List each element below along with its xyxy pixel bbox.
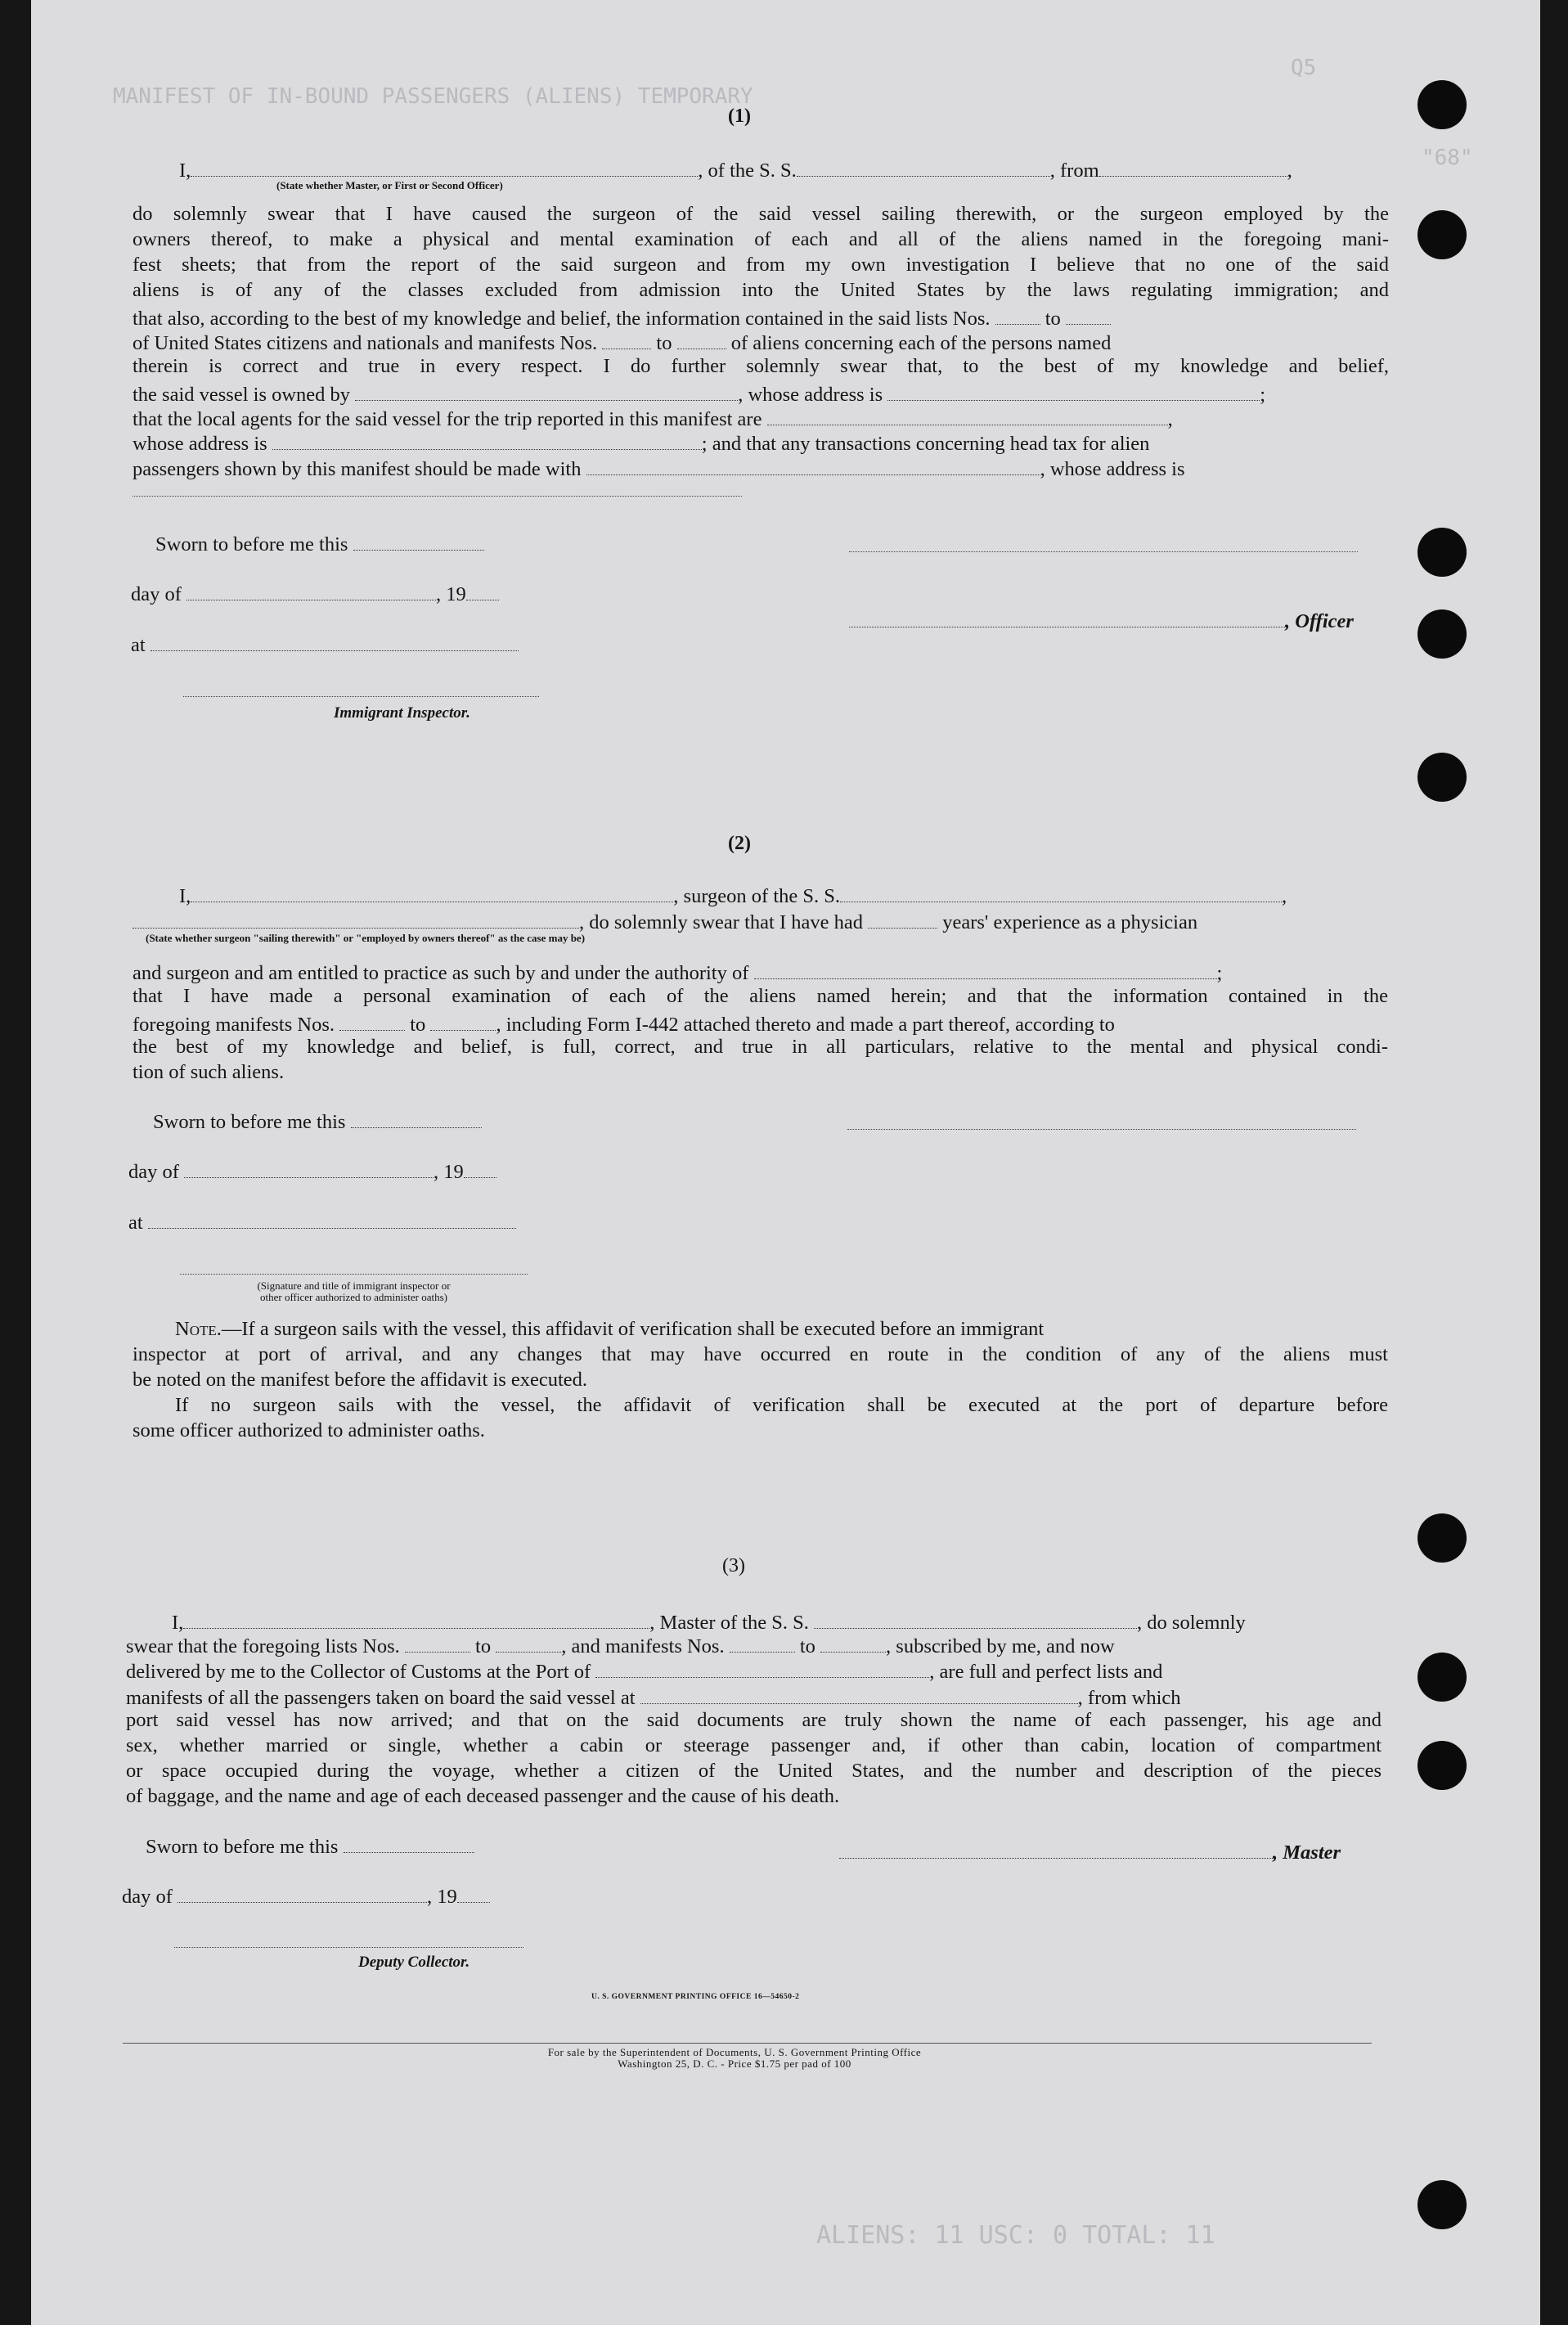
sec2-day-month-field[interactable]	[184, 1159, 434, 1178]
sec2-note-label: Note.	[175, 1318, 222, 1340]
sec2-note-text-1: —If a surgeon sails with the vessel, this affidavit of verification shall be executed before an immigrant	[221, 1318, 1045, 1340]
sec1-officer-caption: , Officer	[1285, 610, 1354, 633]
sec1-sworn	[155, 532, 484, 555]
sec1-owner-address-field[interactable]	[887, 382, 1260, 401]
sec1-from-label: , from	[1049, 160, 1099, 182]
sec2-manifests-from-field[interactable]	[339, 1012, 405, 1031]
binder-hole-2	[1417, 210, 1467, 259]
sec1-p9	[133, 407, 1173, 430]
sec3-manifests-label: , and manifests Nos.	[561, 1635, 725, 1658]
sec3-master-signature-field[interactable]	[839, 1840, 1273, 1859]
sec1-line-officer	[179, 158, 1292, 182]
sec2-manifests-to-field[interactable]	[430, 1012, 496, 1031]
sec3-year-label: , 19	[427, 1886, 457, 1909]
sec2-note-line4: If no surgeon sails with the vessel, the affidavit of verification shall be executed at the port of departure before	[175, 1394, 1388, 1416]
sec2-swear-label: , do solemnly swear that I have had	[579, 911, 863, 934]
sec3-collector-caption: Deputy Collector.	[358, 1954, 470, 1971]
sec1-agents-address-field[interactable]	[272, 431, 702, 450]
sec1-p9-end: ,	[1167, 408, 1173, 431]
sec1-p8-end: ;	[1260, 384, 1266, 407]
sec1-p8	[133, 382, 1265, 406]
sec1-p6-text: of United States citizens and nationals and manifests Nos.	[133, 332, 598, 355]
sec2-status-note: (State whether surgeon "sailing therewith" or "employed by owners thereof" as the case may be)	[146, 932, 586, 944]
sec1-p6-to: to	[656, 332, 672, 355]
sec3-line6: sex, whether married or single, whether a cabin or steerage passenger and, if other than cabin, location of compartment	[126, 1734, 1382, 1756]
sec2-note-line2: inspector at port of arrival, and any changes that may have occurred en route in the condition of any of the aliens must	[133, 1343, 1388, 1365]
sec2-day	[128, 1159, 496, 1183]
sec2-inspector-signature-field[interactable]	[180, 1274, 528, 1275]
sec2-sig-note-1: (Signature and title of immigrant inspector or	[257, 1279, 451, 1292]
sec3-master-of-label: , Master of the S. S.	[649, 1612, 809, 1635]
sec2-day-label: day of	[128, 1161, 179, 1184]
sec2-note-line5: some officer authorized to administer oaths.	[133, 1419, 485, 1441]
sec2-years-label: years' experience as a physician	[942, 911, 1198, 934]
sec3-line2	[126, 1634, 1115, 1657]
sec2-year-label: , 19	[434, 1161, 464, 1184]
sec2-form-text: , including Form I-442 attached thereto and made a part thereof, according to	[496, 1014, 1115, 1037]
sec3-line3	[126, 1659, 1162, 1683]
sec2-authority-label: and surgeon and am entitled to practice as such by and under the authority of	[133, 962, 749, 985]
sec1-i-label: I,	[179, 160, 191, 182]
sec3-sworn-label: Sworn to before me this	[146, 1836, 339, 1859]
sec1-headtax-address-label: , whose address is	[1040, 458, 1185, 481]
gpo-imprint: U. S. GOVERNMENT PRINTING OFFICE 16—54650-2	[591, 1993, 800, 2001]
sale-notice-1: For sale by the Superintendent of Documents, U. S. Government Printing Office	[547, 2046, 922, 2058]
sec2-line6: the best of my knowledge and belief, is full, correct, and true in all particulars, relative to the mental and physical condi-	[133, 1036, 1388, 1058]
sec3-port-label: delivered by me to the Collector of Customs at the Port of	[126, 1661, 591, 1684]
sec2-surgeon-signature-field[interactable]	[847, 1129, 1356, 1130]
sec1-p2: owners thereof, to make a physical and mental examination of each and all of the aliens named in the foregoing mani-	[133, 228, 1389, 250]
sec2-authority-field[interactable]	[754, 960, 1217, 979]
sec3-master-sig	[839, 1840, 1341, 1864]
sec1-p11	[133, 456, 1185, 480]
sec2-surgeon-of-label: , surgeon of the S. S.	[673, 885, 841, 908]
sec2-i-label: I,	[179, 885, 191, 908]
sec3-from-which-label: , from which	[1077, 1687, 1181, 1710]
sec1-sworn-label: Sworn to before me this	[155, 533, 348, 556]
sec3-day-label: day of	[122, 1886, 173, 1909]
sec3-sworn-date-field[interactable]	[344, 1834, 474, 1853]
sec1-line-end: ,	[1287, 160, 1292, 182]
sec3-lists-to-field[interactable]	[496, 1634, 561, 1653]
sec3-i-label: I,	[172, 1612, 184, 1635]
sec3-lists-to-label: to	[475, 1635, 492, 1658]
sec1-p6	[133, 331, 1111, 354]
sec1-year-label: , 19	[436, 583, 466, 606]
binder-hole-9	[1417, 2180, 1467, 2229]
binder-hole-1	[1417, 80, 1467, 129]
sec1-year-field[interactable]	[466, 582, 499, 600]
bleed-through-corner: Q5	[1291, 56, 1317, 80]
sec2-manifests-label: foregoing manifests Nos.	[133, 1014, 335, 1037]
sec1-p10-text: ; and that any transactions concerning head tax for alien	[701, 433, 1150, 456]
manifest-reverse-page	[31, 0, 1540, 2325]
bleed-through-totals: ALIENS: 11 USC: 0 TOTAL: 11	[816, 2221, 1215, 2250]
binder-hole-8	[1417, 1741, 1467, 1790]
sec1-vessel-name-field[interactable]	[797, 158, 1050, 177]
sec1-p4: aliens is of any of the classes excluded from admission into the United States by the laws regulating immigration; and	[133, 279, 1389, 301]
sec2-note-line3: be noted on the manifest before the affidavit is executed.	[133, 1369, 588, 1391]
sec3-line8: of baggage, and the name and age of each deceased passenger and the cause of his death.	[126, 1785, 840, 1807]
sec3-lists-from-field[interactable]	[405, 1634, 470, 1653]
binder-hole-5	[1417, 753, 1467, 802]
sec1-p5	[133, 306, 1111, 330]
sec1-owned-by-label: the said vessel is owned by	[133, 384, 351, 407]
sec1-p3: fest sheets; that from the report of the said surgeon and from my own investigation I believe that no one of the said	[133, 254, 1389, 276]
sec1-officer-note: (State whether Master, or First or Second Officer)	[276, 179, 503, 191]
sec1-agents-field[interactable]	[767, 407, 1168, 425]
sec3-line4	[126, 1685, 1181, 1709]
sec1-lists-to-field[interactable]	[1066, 306, 1111, 325]
sec1-officer-sig	[849, 609, 1354, 632]
sec3-vessel-name-field[interactable]	[814, 1610, 1137, 1629]
sec1-officer-signature-field[interactable]	[849, 609, 1285, 627]
sec1-p1: do solemnly swear that I have caused the surgeon of the said vessel sailing therewith, or the surgeon employed by the	[133, 203, 1389, 225]
footer-rule	[123, 2043, 1372, 2044]
section-1-number: (1)	[728, 106, 751, 127]
sec3-departure-port-field[interactable]	[640, 1685, 1078, 1704]
sec2-sworn-date-field[interactable]	[351, 1109, 482, 1128]
sec1-agents-address-label: whose address is	[133, 433, 267, 456]
sec2-sworn-label: Sworn to before me this	[153, 1111, 346, 1134]
sec3-line1	[172, 1610, 1246, 1634]
sec3-manifests-to-label: to	[799, 1635, 815, 1658]
sec1-headtax-label: passengers shown by this manifest should be made with	[133, 458, 582, 481]
sec1-officer-signature-line-1[interactable]	[849, 551, 1358, 552]
sec1-owner-address-label: , whose address is	[738, 384, 883, 407]
sec3-day-month-field[interactable]	[177, 1884, 427, 1903]
sec1-inspector-caption: Immigrant Inspector.	[334, 704, 470, 722]
sec2-sig-note-2: other officer authorized to administer oaths)	[260, 1291, 447, 1303]
sec2-years-field[interactable]	[868, 910, 937, 929]
sec1-p5-text: that also, according to the best of my knowledge and belief, the information contained in the said lists Nos.	[133, 308, 991, 331]
sec3-day	[122, 1884, 490, 1908]
sec3-lists-label: swear that the foregoing lists Nos.	[126, 1635, 400, 1658]
sec2-surgeon-name-field[interactable]	[191, 884, 673, 902]
sec3-manifests-to-field[interactable]	[820, 1634, 886, 1653]
sec1-manifests-to-field[interactable]	[677, 331, 726, 349]
sale-notice-2: Washington 25, D. C. - Price $1.75 per pad of 100	[618, 2057, 851, 2070]
binder-hole-6	[1417, 1513, 1467, 1563]
sec3-subscribed-label: , subscribed by me, and now	[886, 1635, 1115, 1658]
sec2-note-line1	[175, 1320, 1389, 1340]
sec2-line1-end: ,	[1282, 885, 1287, 908]
sec2-line5	[133, 1012, 1115, 1036]
sec1-p10	[133, 431, 1149, 455]
sec1-inspector-signature-field[interactable]	[183, 696, 539, 697]
sec1-p6-rest: of aliens concerning each of the persons named	[730, 332, 1112, 355]
sec1-day	[131, 582, 499, 605]
sec1-headtax-address-field[interactable]	[133, 496, 742, 497]
sec1-sworn-date-field[interactable]	[353, 532, 484, 551]
bleed-through-mark: "68"	[1422, 146, 1473, 170]
sec2-line2	[133, 910, 1197, 933]
sec1-at	[131, 632, 519, 656]
sec2-to-label: to	[410, 1014, 426, 1037]
sec1-day-label: day of	[131, 583, 182, 606]
bleed-through-header: MANIFEST OF IN-BOUND PASSENGERS (ALIENS) TEMPORARY	[113, 84, 753, 109]
sec3-line5: port said vessel has now arrived; and that on the said documents are truly shown the name of each passenger, his age and	[126, 1709, 1382, 1731]
sec3-taken-aboard-label: manifests of all the passengers taken on board the said vessel at	[126, 1687, 636, 1710]
sec3-year-field[interactable]	[457, 1884, 490, 1903]
sec2-vessel-name-field[interactable]	[840, 884, 1282, 902]
sec3-port-field[interactable]	[595, 1659, 929, 1678]
binder-hole-4	[1417, 609, 1467, 659]
sec1-officer-name-field[interactable]	[191, 158, 698, 177]
sec2-at-label: at	[128, 1212, 143, 1234]
sec1-manifests-from-field[interactable]	[602, 331, 651, 349]
binder-hole-7	[1417, 1653, 1467, 1702]
sec2-line4: that I have made a personal examination of each of the aliens named herein; and that the information contained in the	[133, 985, 1388, 1007]
sec2-line1	[179, 884, 1287, 907]
sec1-at-label: at	[131, 634, 146, 657]
sec2-at-place-field[interactable]	[148, 1210, 516, 1229]
sec2-at	[128, 1210, 516, 1234]
sec2-sworn	[153, 1109, 482, 1133]
sec3-master-caption: , Master	[1273, 1842, 1341, 1864]
binder-hole-3	[1417, 528, 1467, 577]
sec2-line7: tion of such aliens.	[133, 1061, 285, 1083]
sec3-manifests-from-field[interactable]	[730, 1634, 795, 1653]
sec1-of-ss-label: , of the S. S.	[698, 160, 797, 182]
sec3-master-name-field[interactable]	[183, 1610, 649, 1629]
sec3-solemnly-label: , do solemnly	[1137, 1612, 1246, 1635]
sec1-day-month-field[interactable]	[186, 582, 436, 600]
sec3-full-lists-label: , are full and perfect lists and	[929, 1661, 1163, 1684]
sec2-line3-end: ;	[1216, 962, 1223, 985]
sec3-collector-signature-field[interactable]	[174, 1947, 523, 1948]
sec1-at-place-field[interactable]	[151, 632, 519, 651]
sec1-lists-from-field[interactable]	[995, 306, 1040, 325]
sec3-line7: or space occupied during the voyage, whether a citizen of the United States, and the number and description of the pieces	[126, 1760, 1382, 1782]
sec2-line3	[133, 960, 1222, 984]
sec1-headtax-party-field[interactable]	[586, 456, 1040, 475]
sec1-p7: therein is correct and true in every respect. I do further solemnly swear that, to the best of my knowledge and belief,	[133, 355, 1389, 377]
sec1-from-port-field[interactable]	[1099, 158, 1287, 177]
sec3-sworn	[146, 1834, 474, 1858]
section-3-number: (3)	[722, 1555, 745, 1576]
sec1-agents-label: that the local agents for the said vessel for the trip reported in this manifest are	[133, 408, 762, 431]
sec1-owner-field[interactable]	[355, 382, 738, 401]
section-2-number: (2)	[728, 833, 751, 854]
sec2-year-field[interactable]	[464, 1159, 496, 1178]
sec2-surgeon-status-field[interactable]	[133, 910, 579, 929]
sec1-p5-to: to	[1045, 308, 1061, 331]
